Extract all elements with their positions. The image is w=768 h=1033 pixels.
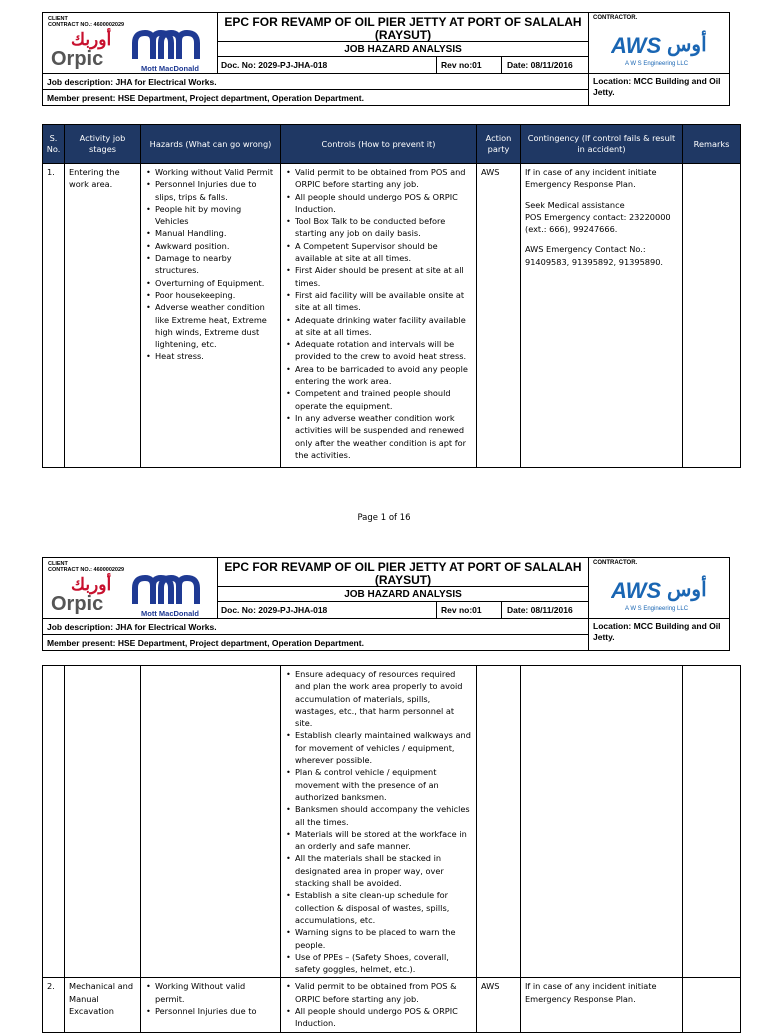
contract-number: CONTRACT NO.: 4600002029 xyxy=(48,567,125,573)
document-subtitle: JOB HAZARD ANALYSIS xyxy=(217,41,589,57)
page-number: Page 1 of 16 xyxy=(357,513,411,523)
client-box xyxy=(42,557,218,619)
client-logos xyxy=(43,25,219,75)
row-remarks xyxy=(683,164,741,468)
list-item: • All the materials shall be stacked in designated area in proper way, over stacking shall be avoided. xyxy=(295,852,472,889)
row-action-party: AWS xyxy=(477,164,521,468)
row-stage: Mechanical and Manual Excavation xyxy=(65,978,141,1032)
aws-arabic-text: أوس xyxy=(667,579,707,601)
list-item: • Overturning of Equipment. xyxy=(155,277,276,289)
orpic-arabic-logo: أوربك xyxy=(71,30,112,49)
contractor-box xyxy=(588,12,730,74)
document-title: EPC FOR REVAMP OF OIL PIER JETTY AT PORT OF SALALAH (RAYSUT) xyxy=(217,557,589,587)
col-sno: S. No. xyxy=(43,125,65,164)
list-item: • All people should undergo POS & ORPIC Induction. xyxy=(295,191,472,216)
document-header xyxy=(42,12,730,110)
list-item: • Manual Handling. xyxy=(155,227,276,239)
controls-list xyxy=(285,166,472,461)
job-description: Job description: JHA for Electrical Works. xyxy=(42,73,589,90)
orpic-logo: Orpic xyxy=(51,48,104,70)
mm-logo-text: Mott MacDonald xyxy=(141,609,199,618)
list-item: • Adequate rotation and intervals will be provided to the crew to avoid heat stress. xyxy=(295,338,472,363)
list-item: • Valid permit to be obtained from POS and ORPIC before starting any job. xyxy=(295,166,472,191)
hazards-list xyxy=(145,980,276,1017)
aws-logo-text: AWS xyxy=(611,33,662,58)
row-action-party: AWS xyxy=(477,978,521,1032)
list-item: • Poor housekeeping. xyxy=(155,289,276,301)
location: Location: MCC Building and Oil Jetty. xyxy=(588,73,730,106)
contractor-box xyxy=(588,557,730,619)
document-header xyxy=(42,557,730,655)
list-item: • Warning signs to be placed to warn the people. xyxy=(295,926,472,951)
client-logos xyxy=(43,570,219,620)
list-item: • First aid facility will be available onsite at site at all times. xyxy=(295,289,472,314)
contingency-aws: AWS Emergency Contact No.: 91409583, 91395892, 91395890. xyxy=(525,244,664,267)
doc-number: Doc. No: 2029-PJ-JHA-018 xyxy=(217,56,437,74)
client-label: CLIENT xyxy=(48,561,68,567)
location: Location: MCC Building and Oil Jetty. xyxy=(588,618,730,651)
list-item: • Damage to nearby structures. xyxy=(155,252,276,277)
contingency-pos: POS Emergency contact: 23220000 (ext.: 666), 99247666. xyxy=(525,211,671,235)
col-action: Action party xyxy=(477,125,521,164)
list-item: • In any adverse weather condition work activities will be suspended and renewed only after the weather condition is apt for the activities. xyxy=(295,412,472,461)
rev-number: Rev no:01 xyxy=(436,56,502,74)
col-stages: Activity job stages xyxy=(65,125,141,164)
list-item: • Awkward position. xyxy=(155,240,276,252)
client-box xyxy=(42,12,218,74)
col-hazards: Hazards (What can go wrong) xyxy=(141,125,281,164)
col-controls: Controls (How to prevent it) xyxy=(281,125,477,164)
list-item: • Adverse weather condition like Extreme heat, Extreme high winds, Extreme dust lightening, etc. xyxy=(155,301,276,350)
row-contingency: If in case of any incident initiate Emergency Response Plan. xyxy=(521,978,683,1032)
controls-list xyxy=(285,980,472,1029)
document-title: EPC FOR REVAMP OF OIL PIER JETTY AT PORT OF SALALAH (RAYSUT) xyxy=(217,12,589,42)
contractor-label: CONTRACTOR. xyxy=(593,560,638,566)
aws-subtitle: A W S Engineering LLC xyxy=(625,61,689,67)
list-item: • Competent and trained people should operate the equipment. xyxy=(295,387,472,412)
page-2 xyxy=(0,545,768,1029)
list-item: • Working Without valid permit. xyxy=(155,980,276,1005)
list-item: • Tool Box Talk to be conducted before starting any job on daily basis. xyxy=(295,215,472,240)
contractor-label: CONTRACTOR. xyxy=(593,15,638,21)
aws-logo-text: AWS xyxy=(611,578,662,603)
contingency-erp: If in case of any incident initiate Emergency Response Plan. xyxy=(525,167,657,190)
list-item: • Plan & control vehicle / equipment movement with the presence of an authorized banksmen. xyxy=(295,766,472,803)
list-item: • Banksmen should accompany the vehicles all the times. xyxy=(295,803,472,828)
doc-date: Date: 08/11/2016 xyxy=(501,56,589,74)
jha-table-page-2 xyxy=(42,665,741,1033)
list-item: • Personnel Injuries due to xyxy=(155,1005,276,1017)
contingency-medical: Seek Medical assistance xyxy=(525,199,625,210)
list-item: • Working without Valid Permit xyxy=(155,166,276,178)
aws-logo xyxy=(611,23,731,69)
col-contingency: Contingency (If control fails & result in accident) xyxy=(521,125,683,164)
aws-arabic-text: أوس xyxy=(667,34,707,56)
client-label: CLIENT xyxy=(48,16,68,22)
mm-logo-text: Mott MacDonald xyxy=(141,64,199,73)
list-item: • People hit by moving Vehicles xyxy=(155,203,276,228)
list-item: • Use of PPEs – (Safety Shoes, coverall, safety goggles, helmet, etc.). xyxy=(295,951,472,976)
list-item: • Establish clearly maintained walkways and for movement of vehicles / equipment, wherever possible. xyxy=(295,729,472,766)
job-description: Job description: JHA for Electrical Works. xyxy=(42,618,589,635)
jha-table-page-1 xyxy=(42,124,741,468)
doc-number: Doc. No: 2029-PJ-JHA-018 xyxy=(217,601,437,619)
list-item: • Valid permit to be obtained from POS & ORPIC before starting any job. xyxy=(295,980,472,1005)
list-item: • Establish a site clean-up schedule for collection & disposal of wastes, spills, accumulations, etc. xyxy=(295,889,472,926)
row-stage: Entering the work area. xyxy=(65,164,141,468)
aws-subtitle: A W S Engineering LLC xyxy=(625,606,689,612)
list-item: • Area to be barricaded to avoid any people entering the work area. xyxy=(295,363,472,388)
aws-logo xyxy=(611,568,731,614)
controls-list-continued xyxy=(285,668,472,975)
row-sno: 2. xyxy=(43,978,65,1032)
list-item: • First Aider should be present at site at all times. xyxy=(295,264,472,289)
orpic-arabic-logo: أوربك xyxy=(71,575,112,594)
orpic-logo: Orpic xyxy=(51,593,104,615)
hazards-list xyxy=(145,166,276,363)
rev-number: Rev no:01 xyxy=(436,601,502,619)
list-item: • Personnel Injuries due to slips, trips & falls. xyxy=(155,178,276,203)
members-present: Member present: HSE Department, Project department, Operation Department. xyxy=(42,89,589,106)
col-remarks: Remarks xyxy=(683,125,741,164)
document-subtitle: JOB HAZARD ANALYSIS xyxy=(217,586,589,602)
list-item: • Ensure adequacy of resources required and plan the work area properly to avoid accumulation of materials, spills, wastages, etc., that harm personnel at site. xyxy=(295,668,472,729)
list-item: • Heat stress. xyxy=(155,350,276,362)
list-item: • A Competent Supervisor should be available at site at all times. xyxy=(295,240,472,265)
contract-number: CONTRACT NO.: 4600002029 xyxy=(48,22,125,28)
list-item: • All people should undergo POS & ORPIC Induction. xyxy=(295,1005,472,1030)
list-item: • Materials will be stored at the workface in an orderly and safe manner. xyxy=(295,828,472,853)
table-row xyxy=(43,164,741,468)
doc-date: Date: 08/11/2016 xyxy=(501,601,589,619)
members-present: Member present: HSE Department, Project department, Operation Department. xyxy=(42,634,589,651)
list-item: • Adequate drinking water facility available at site at all times. xyxy=(295,314,472,339)
row-sno: 1. xyxy=(43,164,65,468)
table-row xyxy=(43,666,741,978)
